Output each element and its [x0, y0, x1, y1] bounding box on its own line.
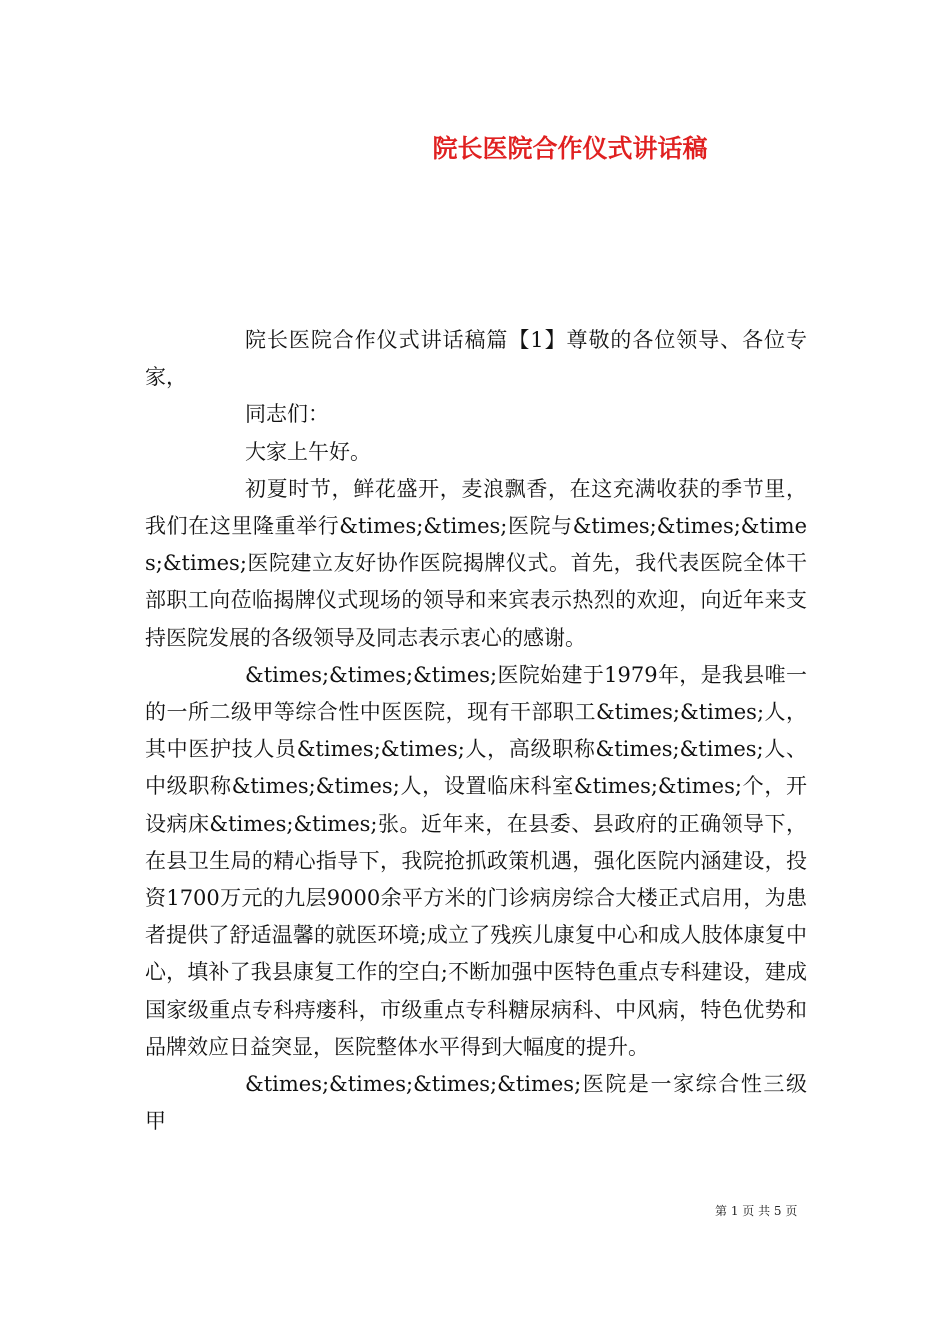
paragraph-partner-hospital: &times;&times;&times;&times;医院是一家综合性三级甲: [145, 1072, 807, 1134]
paragraph-welcome: 初夏时节，鲜花盛开，麦浪飘香，在这充满收获的季节里，我们在这里隆重举行&times;&times;医院与&times;&times;&times;&times;医院建立友好协作医院揭牌仪式。首先，我代表医院全体干部职工向莅临揭牌仪式现场的领导和来宾表示热烈的欢迎，向近年来支持医院发展的各级领导及同志表示衷心的感谢。: [145, 476, 807, 650]
page-number-footer: 第 1 页 共 5 页: [715, 1204, 798, 1218]
paragraph-good-morning: 大家上午好。: [245, 439, 371, 464]
paragraph-greeting: 院长医院合作仪式讲话稿篇【1】尊敬的各位领导、各位专家，: [145, 328, 807, 390]
paragraph-hospital-history: &times;&times;&times;医院始建于1979年，是我县唯一的一所二级甲等综合性中医医院，现有干部职工&times;&times;人，其中医护技人员&times;&times;人，高级职称&times;&times;人、中级职称&times;&times;人，设置临床科室&times;&times;个，开设病床&times;&times;张。近年来，在县委、县政府的正确领导下，在县卫生局的精心指导下，我院抢抓政策机遇，强化医院内涵建设，投资1700万元的九层9000余平方米的门诊病房综合大楼正式启用，为患者提供了舒适温馨的就医环境;成立了残疾儿康复中心和成人肢体康复中心，填补了我县康复工作的空白;不断加强中医特色重点专科建设，建成国家级重点专科痔瘘科，市级重点专科糖尿病科、中风病，特色优势和品牌效应日益突显，医院整体水平得到大幅度的提升。: [145, 662, 807, 1059]
document-body: [145, 322, 807, 1140]
page-title: 院长医院合作仪式讲话稿: [432, 134, 708, 163]
paragraph-comrades: 同志们：: [245, 402, 329, 427]
